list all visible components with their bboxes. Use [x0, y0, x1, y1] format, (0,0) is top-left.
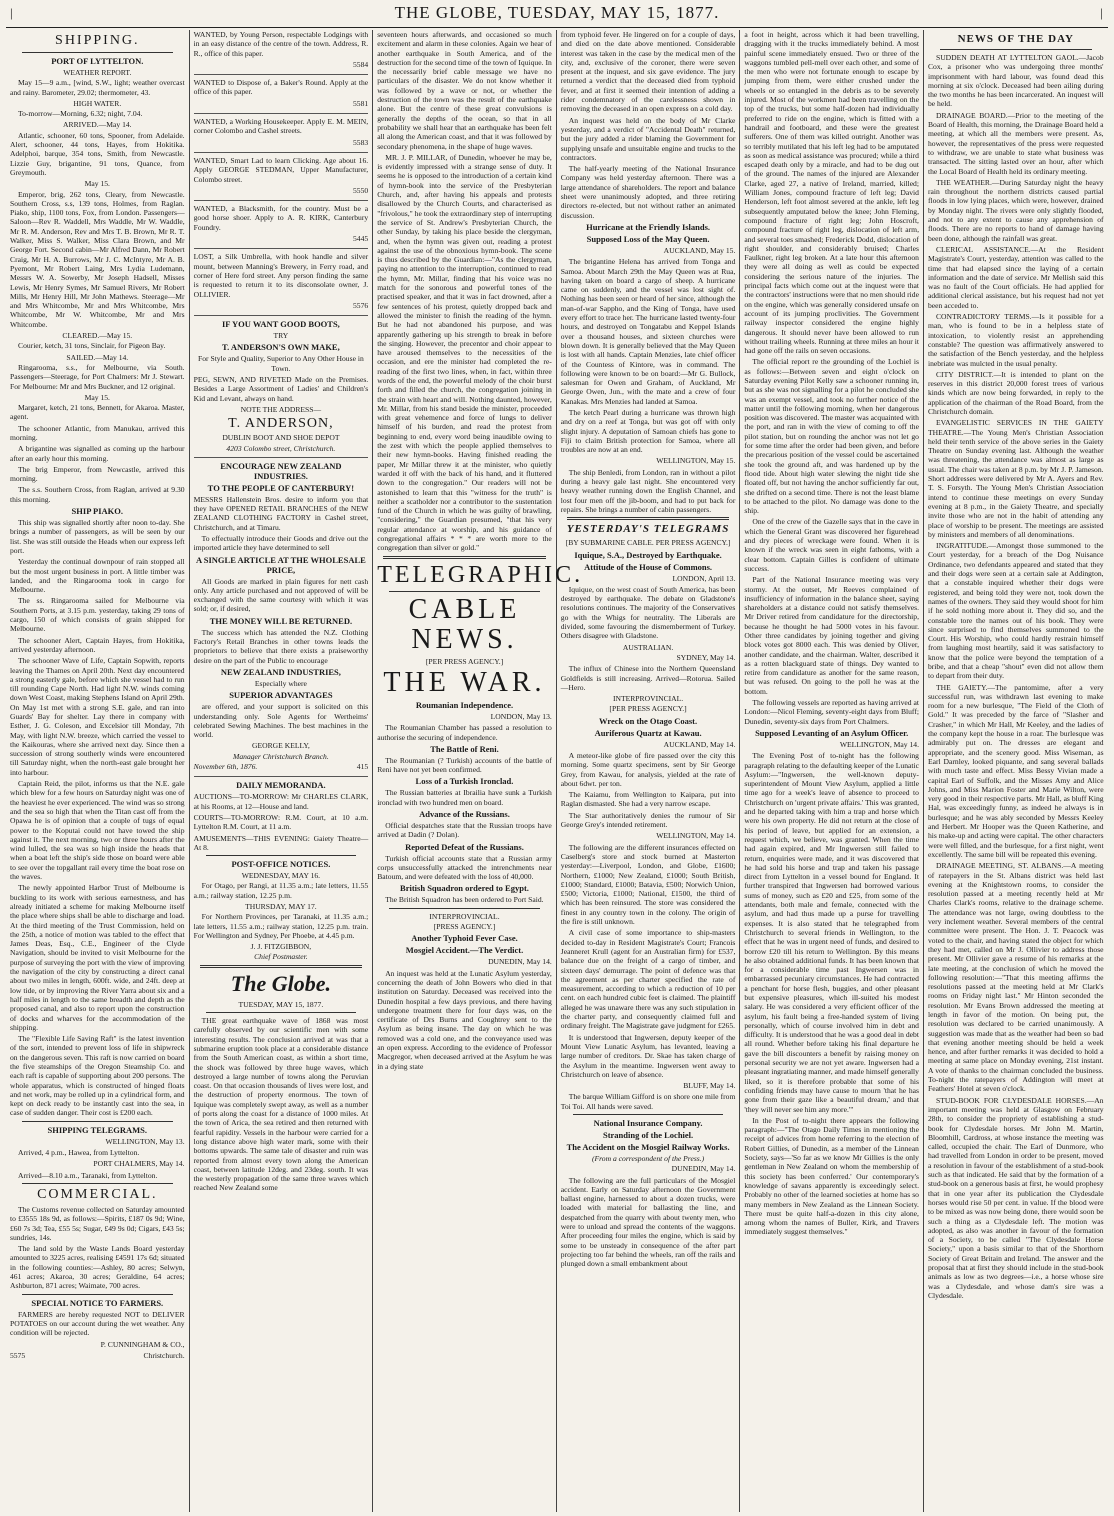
commons-place: LONDON, April 13. [672, 573, 736, 583]
farmers-heading: SPECIAL NOTICE TO FARMERS. [31, 1297, 164, 1308]
quartz-text: A meteor-like globe of fire passed over the city this morning. Some quartz specimens, sent by Sir George Grey, from Kawau, for analysis, yielded at the rate of about 6dwt. per ton. [560, 751, 736, 788]
tele-text: Arrived, 4 p.m., Hawea, from Lyttelton. [18, 1148, 140, 1158]
roumanian-place: LONDON, May 13. [490, 711, 552, 721]
memo-amusements: AMUSEMENTS—THIS EVENING: Gaiety Theatre—At 8. [193, 833, 369, 852]
to-people-heading: TO THE PEOPLE OF CANTERBURY! [207, 482, 355, 493]
commercial-heading: COMMERCIAL. [37, 1186, 158, 1202]
farmers-text: FARMERS are hereby requested NOT to DELIVER POTATOES on our account during the wet weather. Any condition will be rejected. [10, 1309, 185, 1338]
piako-text-4: The schooner Alert, Captain Hayes, from Hokitika, arrived yesterday afternoon. [10, 635, 185, 654]
may-queen-text: The brigantine Helena has arrived from Tonga and Samoa. About March 29th the May Queen was at Rua, having taken on board a cargo of sheep. A hurricane came on suddenly, and the vessel was lost sight of. Nothing has been seen or heard of her since, although the man-of-war Sappho, and the King of Tonga, have used every effort to trace her. The hurricane lasted twenty-four hours, and destroyed on Tongatabu and Keppel Islands over a thousand houses, and sixteen churches were blown down. It is generally believed that the May Queen is lost with all hands. Captain Menzies, late chief officer of the Countess of Kintore, was in command. The following were known to be on board:—Mr G. Bullock, salesman for Owen and Graham, of Auckland, Mr George Owen, Jun., with the mate and a crew of four Kanakas. Mrs Menzies had landed at Samoa. [560, 257, 736, 406]
wreck-heading: Wreck on the Otago Coast. [599, 715, 698, 726]
commons-heading: Attitude of the House of Commons. [584, 561, 713, 572]
weather-heading: WEATHER REPORT. [63, 68, 132, 77]
kelly-date: November 6th, 1876. [193, 762, 258, 772]
quartz-place: AUCKLAND, May 14. [663, 739, 736, 749]
reni-text: The Roumanian (? Turkish) accounts of the battle of Reni have not yet been confirmed. [377, 755, 552, 775]
iquique-heading: Iquique, S.A., Destroyed by Earthquake. [574, 549, 722, 560]
news-item: THE WEATHER.—During Saturday night the heavy rain throughout the northern districts caused partial floods in low lying places, which were, however, drained by Monday night. The rivers were only slightly flooded, and not to any extent to cause any apprehension of floods. There are no reports to hand of damage having been done, although the rainfall was great. [927, 177, 1104, 243]
weather-text: May 15—9 a.m., [wind, S.W., light; weather overcast and rainy. Barometer, 29.02; thermometer, 43. [10, 78, 185, 97]
piako-text-6: Captain Reid, the pilot, informs us that the N.E. gale which blew for a few hours on Saturday night was one of the heaviest he ever experienced. The wind was so strong and the sea so high that when the Titan cast off from the Opawa he is of opinion that a couple of tugs of equal power to the Koputai could not have towed the ship against it. The next morning, two or three hours after the wind lulled, the sea was so high inside the heads that when a boat left the ship's side those on board were able to see over the topgallant rail every time the boat rose on the waves. [10, 779, 185, 882]
australian-text: The influx of Chinese into the Northern Queensland Goldfields is still increasing. Arrived—Rotorua. Sailed—Hero. [560, 664, 736, 692]
post-date-2: THURSDAY, MAY 17. [245, 902, 317, 911]
masthead-rule [6, 27, 1108, 28]
boots-heading: IF YOU WANT GOOD BOOTS, [221, 319, 340, 330]
news-item: DRAINAGE MEETING, ST. ALBANS.—A meeting of ratepayers in the St. Albans district was held last evening at the Knightstown rooms, to consider the resolution passed at a meeting recently held at Mr Charles Clark's rooms, relative to the drainage scheme. The attendance was not large, owing doubtless to the very inclement weather. Several members of the central committee were present. The Hon. J. T. Peacock was voted to the chair, and having stated the object for which they had met, called on Mr J. Ollivier to address those present. Mr Ollivier gave a resume of his remarks at the late meeting, at the conclusion of which he moved the following resolution:—"That this meeting affirms the resolutions passed at the meeting held at Mr Clark's rooms on Friday night last." Mr Hinton seconded the resolution. Mr Evans Brown addressed the meeting at length in favor of the motion. On being put, the resolution was declared to be carried unanimously. A suggestion was made that as the weather had been so bad that evening another meeting should be held a week hence, and after further remarks it was decided to hold a meeting at same place on Monday evening, 21st instant. A vote of thanks to the chairman concluded the business. To-night the ratepayers of Addington will meet at Feathers' Hotel at seven o'clock. [927, 861, 1104, 1094]
column-2 [190, 30, 374, 1512]
levanting-text: The Evening Post of to-night has the following paragraph relating to the defaulting keeper of the Lunatic Asylum:—"Ingwersen, the well-known deputy-superintendent of Mount View Asylum, applied a little time ago for a week's leave of absence to proceed to Christchurch on 'urgent private affairs.' This was granted, and he departed taking with him a trap and horse which were his own property. He did not return at the close of his period of leave, but applied for an extension, a request which, we believe, was granted. When the time had again expired, and Mr Ingwersen still failed to return, enquiries were made, and it was discovered that he had sold his horse and trap and taken his passage direct from Lyttelton in a vessel bound for England. It further transpired that Ingwersen had borrowed various sums of money, such as £20 and £25, from some of the attendants, both male and female, connected with the asylum, and had thus made up a purse for travelling expenses. It is also stated that he telegraphed from Christchurch to several friends in Wellington, to the effect that he was in urgent need of funds, and desired to borrow £20 till his return to Wellington. By this means he also obtained additional funds. It has been known that for a considerable time past Ingwersen was in embarrassed pecuniary circumstances. He had contracted a penchant for horse flesh, buggies, and other pleasant but expensive pleasures, which ill-suited his modest salary. He was considered a very efficient officer of the asylum, his fault being a free-handed system of living personally, which of course involved him in debt and difficulty. It is understood that he was a good deal in debt all round. Whether before taking his final departure he gave the bill discounters a benefit by raising money on personal security we are not yet aware. Ingwersen had a pleasant ingratiating manner, and made himself generally liked, so it is therefore probable that some of his confiding friends may have cause to mourn 'that he has gone from their gaze like a beautiful dream,' and that 'they will never see him any more.'" [744, 751, 919, 1114]
news-item: SUDDEN DEATH AT LYTTELTON GAOL.—Jacob Cox, a prisoner who was undergoing three months' imprisonment with hard labour, was found dead this morning at six o'clock. Deceased had been ailing during the two months he has been incarcerated. An inquest will be held. [927, 53, 1104, 109]
advance-text: Official despatches state that the Russian troops have arrived at Dadin (? Dolan). [377, 821, 552, 840]
farmers-footer [10, 1351, 185, 1360]
hallenstein-ad [194, 461, 369, 778]
piako-text-7: The newly appointed Harbor Trust of Melbourne is buckling to its work with serious earnestness, and has already initiated a scheme for making Melbourne itself the place where ships shall be able to discharge and load. At the third meeting of the Trust Commission, held on the 25th, a notice of motion was tabled to the effect that James Deas, Esq., C.E., Engineer of the Clyde Navigation, should be invited to visit Melbourne for the purpose of surveying the port with the view of improving the navigation of the city by constructing a direct canal about two miles in length, 600ft. wide, and 24ft. deep at low tide, or by improving the River Yarra about six and a half miles in length to the same breadth and depth as the proposed canal, and also to report upon the construction of docks and wharves for the accommodation of the shipping. [10, 883, 185, 1032]
superior: SUPERIOR ADVANTAGES [229, 690, 333, 701]
mosgiel-continued: from typhoid fever. He lingered on for a couple of days, and died on the date above mentioned. Considerable interest was taken in the case by the medical men of the city, and, exclusive of the coroner, there were seven present at the inquest, and six gave evidence. The jury returned a verdict that the deceased died from typhoid fever, and at first it seemed their intention of adding a rider condemnatory of the carelessness shown in removing the deceased in an open express on a cold day. [560, 30, 736, 114]
ad-text: LOST, a Silk Umbrella, with hook handle and silver mount, between Manning's Brewery, in Ferry road, and corner of Here ford street. Any person finding the same is requested to return it to its disconsolate owner, J. OLLIVIER. [193, 252, 369, 299]
shipping-news-4: The s.s. Southern Cross, from Raglan, arrived at 9.30 this morning. [10, 485, 185, 504]
ad-number: 5550 [353, 185, 369, 195]
globe-date: TUESDAY, MAY 15, 1877. [238, 999, 324, 1009]
masthead [0, 0, 1114, 26]
accident-text: The following are the full particulars of the Mosgiel accident. Early on Saturday afternoon the Government ballast engine, harnessed to about a dozen trucks, were loaded with material for ballasting the line, and despatched from the quarry with about twenty men, who were to unload and spread the contents of the waggons. After proceeding four miles the engine, which is said by some to be unsteady in consequence of the after part projecting too far behind the wheels, ran off the rails and plunged down a small embankment about [560, 1175, 736, 1269]
hallenstein-text: MESSRS Hallenstein Bros. desire to inform you that they have OPENED RETAIL BRANCHES of the NEW ZEALAND CLOTHING FACTORY in Cashel street, Christchurch, and at Timaru. [193, 494, 369, 532]
hallenstein-text-5: are offered, and your support is solicited on this understanding only. Sole Agents for Wertheims' celebrated Sewing Machines. The best machines in the world. [193, 702, 369, 740]
shipping-heading: SHIPPING. [55, 33, 140, 48]
yesterdays-telegrams-heading: YESTERDAY'S TELEGRAMS [566, 523, 730, 536]
commercial-text: The Customs revenue collected on Saturday amounted to £3555 18s 9d, as follows:—Spirits, £187 0s 9d; Wine, £60 7s 3d; Tea, £55 5s; Sugar, £49 9s 0d; Cigars, £43 5s; sundries, 14s. [10, 1204, 185, 1242]
especially: Especially where [254, 678, 307, 688]
globe-title: The Globe. [230, 970, 331, 996]
boots-text: For Style and Quality, Superior to Any Other House in Town. [198, 354, 364, 373]
arrived-heading: ARRIVED.—May 14. [63, 120, 132, 130]
piako-text-2: Yesterday the continual downpour of rain stopped all but the most urgent business in port. A little timber was landed, and the Ringarooma took in cargo for Melbourne. [10, 557, 185, 595]
boots-note: NOTE THE ADDRESS— [240, 404, 322, 414]
ironclad-heading: Loss of a Turkish Ironclad. [415, 776, 514, 787]
lost-ad [194, 252, 369, 316]
news-item: STUD-BOOK FOR CLYDESDALE HORSES.—An important meeting was held at Glasgow on February 28th, to consider the propriety of establishing a stud-book for Clydesdale horses. Mr John M. Martin, Bloomhill, Cardross, at whose instance the meeting was called, occupied the chair. The Earl of Dunmore, who had travelled from London in order to be present, moved a resolution in favour of the establishment of a stud-book such as that indicated. He said that by the formation of a stud-book on a generous basis at first, he would prophesy that in one year after its publication the Clydesdale horses would rise 50 per cent. in value. If the blood were to be mixed as was now being done, there would soon be such a thing as a Clydesdale left. The motion was adopted, as also was another in favour of the formation of a Society, to be called "The Clydesdale Horse Society," upon a basis similar to that of the Shorthorn Society of Great Britain and Ireland. The answer and the proposal that at first they should include in the stud-book animals as low as two degrees—i.e., a horse whose sire was a Clydesdale, and whose dam's sire was a Clydesdale. [927, 1095, 1104, 1300]
arrived-text: Atlantic, schooner, 60 tons, Spooner, from Adelaide. Alert, schooner, 44 tons, Hayes, from Hokitika. Adelphoi, barque, 354 tons, Smith, from Newcastle. Lizzie Guy, brigantine, 91 tons, Quance, from Greymouth. [10, 130, 185, 177]
ad-number: 5584 [353, 59, 369, 69]
kelly-num: 415 [356, 762, 369, 772]
cleared-heading: CLEARED.—May 15. [62, 331, 133, 341]
press-agency: [PRESS AGENCY.] [433, 922, 496, 932]
commercial-text-2: The land sold by the Waste Lands Board yesterday amounted to 3225 acres, realising £4591 17s 6d; situated in the following counties:—Ashley, 80 acres; Selwyn, 461 acres; Akaroa, 30 acres; Geraldine, 64 acres; Ashburton, 871 acres; Waimate, 700 acres. [10, 1244, 185, 1291]
post-sign: J. J. FITZGIBBON, [250, 942, 312, 952]
may-queen-text-2: The ketch Pearl during a hurricane was thrown high and dry on a reef at Tonga, but was got off with only slight injury. A deputation of Samoan chiefs has gone to Fiji to claim British protection for Samoa, where all troubles are now at an end. [560, 407, 736, 455]
memo-courts: COURTS—TO-MORROW: R.M. Court, at 10 a.m. Lyttelton R.M. Court, at 11 a.m. [193, 812, 369, 832]
accident-place: DUNEDIN, May 14. [671, 1164, 736, 1174]
farmers-num: 5575 [10, 1350, 26, 1360]
piako-text-8: The "Flexible Life Saving Raft" is the latest invention of the sort, intended to prevent loss of life in shipwreck on the dangerous seven. This raft is now carried on board the five steamships of the Oregon Steamship Co. and each raft is capable of supporting about 200 persons. The whole apparatus, which is constructed of hinged floats and net work, may be rolled up in a cylindrical form, and kept on deck ready to be instantly cast into the sea, in case of sudden danger. Their cost is £200 each. [10, 1034, 185, 1118]
ad-text: WANTED, by Young Person, respectable Lodgings with in an easy distance of the centre of the town. Address, R. R., office of this paper. [193, 30, 369, 58]
piako-heading: SHIP PIAKO. [71, 506, 124, 517]
the-war-heading: THE WAR. [383, 666, 546, 698]
wanted-ad [194, 204, 369, 249]
may-queen-heading: Supposed Loss of the May Queen. [586, 233, 710, 244]
boots-big-name: T. ANDERSON, [228, 416, 334, 432]
post-text-1: For Otago, per Rangi, at 11.35 a.m.; late letters, 11.55 a.m.; railway station, 12.25 p.m. [193, 881, 369, 900]
boots-try: TRY [273, 331, 289, 341]
cable-news-heading: CABLE NEWS. [408, 593, 521, 655]
port-heading: PORT OF LYTTELTON. [51, 56, 144, 66]
money-back: THE MONEY WILL BE RETURNED. [209, 615, 353, 626]
boots-name: T. ANDERSON'S OWN MAKE, [222, 342, 340, 353]
quartz-text-6: It is understood that Ingwersen, deputy keeper of the Mount View Lunatic Asylum, has levanted, leaving a large number of creditors. Dr. Skae has taken charge of the Asylum in the meantime. Ingwersen went away to Christchurch on leave of absence. [560, 1032, 736, 1079]
shipping-news-2: A brigantine was signalled as coming up the harbour after an early hour this morning. [10, 444, 185, 463]
nz-industries: NEW ZEALAND INDUSTRIES, [220, 666, 341, 677]
sailed-text: Ringarooma, s.s., for Melbourne, via South. Passengers—Steerage, for Port Chalmers: Mr J. Stewart. For Melbourne: Mr and Mrs Buckner, and 12 original. [10, 362, 185, 391]
australian-place: SYDNEY, May 14. [676, 652, 736, 662]
sailed-heading: SAILED.—May 14. [66, 352, 129, 362]
piako-text: This ship was signalled shortly after noon to-day. She brings a number of passengers, as will be seen by our list. She was still outside the Heads when our express left port. [10, 518, 185, 555]
millar-text: MR. J. P. MILLAR, of Dunedin, whoever he may be, is evidently impressed with a strange sense of duty. It seems he is opposed to the introduction of a certain kind of hymn-book into the service of the Presbyterian Church, and, after having his appeals and protests disallowed by the Church Courts, and characterised as "frivolous," he took the extraordinary step of interrupting the service of St. Andrew's Presbyterian Church, the other Sunday, by taking his place beside the clergyman, and, when the hymn was given out, reading a protest against the use of the obnoxious hymn-book. The scene is thus described by the Guardian:—"As the clergyman, paying no attention to the interruption, continued to read the hymn, Mr. Millar, finding that his voice was no match for the sonorous and powerful tones of the practised speaker, and that it was in fact drowned, after a few sentences of his protest, quietly dropped back and allowed the minister to finish the reading of the hymn. But he had not abandoned his purpose, and was apparently gathering up his strength to break in before the singing. However, the precentor and choir appear to have aroused themselves to the necessities of the occasion, and ere the minister had completed the re-reading of the first two lines, when, in fact, within three words of the end, the powerful melody of the choir burst forth and filled the church, the congregation joining in the strain with heart and will. Nothing daunted, however, Mr. Millar, from his stand beside the minister, proceeded with great vehemence and force of lungs to deliver himself of his burden, and read the protest from beginning to end, every word being inaudible owing to the zest with which the people applied themselves to their new hymn-books. Having finished reading the paper, Mr Millar threw it at the minister, who quietly warded it off with the back of his hand, and it fluttered down to the congregation." Our readers will not be astonished to learn that this "witness for the truth" is neither a scatholder nor a contributor to the sustentation fund of the Church in which he was guilty of brawling, "considering," the Guardian presumed, "that his very regular attendance at worship, and his guidance of congregational affairs * * * are worth more to the congregation than silver or gold." [377, 152, 552, 553]
single-article: A SINGLE ARTICLE AT THE WHOLESALE PRICE, [195, 554, 366, 575]
ad-text: WANTED, a Blacksmith, for the country. Must be a good horse shoer. Apply to A. R. KIRK, Canterbury Foundry. [193, 204, 369, 232]
lochiel-text: The official report re the grounding of the Lochiel is as follows:—Between seven and eight o'clock on Saturday evening Pilot Kelly saw a schooner running in, but as she was not signalling for a pilot he concluded she was an exempt vessel, and took no further notice of the matter until the following morning, when her dangerous position was discovered. The master was acquainted with the port, and ran in with the view of coming to off the pilot station, but on rounding the anchor was not let go for some time after the order had been given, and before the precarious position of the vessel could be ascertained she took the ground aft, and was hardened up by the flood tide. About high water slewing the night tide she floated off, but not having the anchor sufficiently far out, she drifted on a second time. There is not the least blame to be attached to the pilot. No damage was done to the ship. [744, 357, 919, 516]
kelly-footer [194, 762, 369, 771]
memo-auctions: AUCTIONS—TO-MORROW: Mr CHARLES CLARK, at his Rooms, at 12—House and land. [193, 792, 369, 811]
gazelle-text: One of the crew of the Gazelle says that in the cave in which the General Grant was discovered her figurehead and dry pieces of wreckage were found. When it is known if the wreck was seen in eight fathoms, with a clear bottom. Captain Gilles is confident of ultimate success. [744, 517, 919, 573]
mosgiel-place: DUNEDIN, May 14. [488, 957, 552, 967]
levanting-heading: Supposed Levanting of an Asylum Officer. [755, 727, 909, 738]
tele-text-2: Arrived—8.10 a.m., Taranaki, from Lyttelton. [18, 1170, 158, 1180]
column-1 [6, 30, 190, 1512]
shipping-news-3: The brig Emperor, from Newcastle, arrived this morning. [10, 464, 185, 484]
news-item: CITY DISTRICT.—It is intended to plant on the reserves in this district 20,000 forest trees of various kinds which are now being forwarded, in reply to the application of the chairman of the Road Board, from the Christchurch domain. [927, 369, 1104, 416]
ad-text: WANTED, a Working Housekeeper. Apply E. M. MEIN, corner Colombo and Cashel streets. [193, 117, 369, 136]
wanted-ad [194, 117, 369, 153]
hallenstein-text-3: All Goods are marked in plain figures for nett cash only. Any article purchased and not approved of will be exchanged with the same courtesy with which it was sold; or, if desired, [193, 576, 369, 614]
mosgiel-heading: Mosgiel Accident.—The Verdict. [405, 945, 524, 956]
lochiel-heading: Stranding of the Lochiel. [602, 1129, 694, 1140]
column-5 [740, 30, 924, 1512]
australian-heading: AUSTRALIAN. [622, 642, 674, 652]
quartz-text-5: A civil case of some importance to ship-masters decided to-day in Resident Magistrate's Court; Francois Jeanneret Krull (agent for an Australian firm) for £537, balance due on the freight of a cargo of timber, and sixteen days' demurrage. The point of defence was that the agreement as per charter specified the rate of measurement, according to which a reduction of 10 per cent. on each hundred cubic feet is claimed. The plaintiff alleged he was unaware there was any such stipulation in the charter party, and consequently claimed full and ordinary freight. The Magistrate gave judgment for £265. [560, 928, 736, 1031]
defeat-text: Turkish official accounts state that a Russian army corps unsuccessfully attacked the intrenchments near Batoum, and were defeated with the loss of 40,000. [377, 853, 552, 882]
wanted-ad [194, 78, 369, 114]
post-title: Chief Postmaster. [254, 952, 308, 962]
defeat-heading: Reported Defeat of the Russians. [405, 841, 524, 852]
shipping-news-1: The schooner Atlantic, from Manukau, arrived this morning. [10, 423, 185, 442]
masthead-left-mark: | [10, 5, 14, 20]
ad-text: WANTED to Dispose of, a Baker's Round. Apply at the office of this paper. [193, 78, 369, 97]
piako-text-3: The ss. Ringarooma sailed for Melbourne via Southern Ports, at 3.15 p.m. yesterday, taking 29 tons of cargo, 150 of which consists of grain shipped for Melbourne. [10, 596, 185, 634]
high-water-heading: HIGH WATER. [73, 98, 122, 108]
vessels-text: The following vessels are reported as having arrived at London:—Nicol Fleming, seventy-eight days from Bluff; Dunedin, seventy-six days from Port Chalmers. [744, 698, 919, 726]
interprovincial-heading-2: INTERPROVINCIAL. [612, 694, 684, 704]
interprovincial-heading: INTERPROVINCIAL. [429, 911, 500, 921]
advance-heading: Advance of the Russians. [419, 809, 510, 819]
squadron-heading: British Squadron ordered to Egypt. [400, 883, 529, 894]
accident-subheading: (From a correspondent of the Press.) [591, 1153, 705, 1163]
piako-text-5: The schooner Wave of Life, Captain Sopwith, reports leaving the Thames on April 20th. Next day encountered a strong easterly gale, before which she vessel had to run till rounding Cape North. Had light N.W. winds coming down West Coast, making Stephens Island on April 29th. On May 1st met with a strong S.E. gale, and ran into Guards' Bay for shelter. Lay there in company with Esther, J. G. Coleson, and Excelsior till Monday, 7th May, with light N.W. breeze, which carried the vessel to the Kaikouras, where she arrived next day. Since then a succession of strong southerly winds were encountered till Saturday night, when the north-east gale brought her into harbour. [10, 656, 185, 777]
sailed-text-2: Margaret, ketch, 21 tons, Bennett, for Akaroa. Master, agent. [10, 403, 185, 422]
column-6 [924, 30, 1108, 1512]
per-press-agency-2: [PER PRESS AGENCY.] [609, 704, 687, 714]
ad-number: 5445 [353, 234, 369, 244]
shipping-telegrams-heading: SHIPPING TELEGRAMS. [47, 1124, 148, 1135]
tele-place-2: PORT CHALMERS, May 14. [93, 1159, 185, 1169]
news-item: DRAINAGE BOARD.—Prior to the meeting of the Board of Health, this morning, the Drainage Board held a meeting, at which all the members were present. As, however, the representatives of the press were requested to withdraw, we are unable to state what business was transacted. The sitting lasted over an hour, after which the Local Board of Health held its ordinary meeting. [927, 110, 1104, 176]
mosgiel-text-3: The half-yearly meeting of the National Insurance Company was held yesterday afternoon. There was a large attendance of shareholders. The report and balance sheet were unanimously adopted, and three retiring directors re-elected, but not without rather an animated discussion. [560, 164, 736, 220]
newspaper-title: THE GLOBE, TUESDAY, MAY 15, 1877. [394, 3, 720, 22]
kelly-name: GEORGE KELLY, [252, 741, 310, 751]
quartz-heading: Auriferous Quartz at Kawau. [594, 727, 702, 738]
ironclad-text: The Russian batteries at Ibrailia have sunk a Turkish ironclad with two hundred men on board. [377, 788, 552, 807]
editorial-text: THE great earthquake wave of 1868 was most carefully observed by our scientific men with some interesting results. The conclusion arrived at was that a submarine eruption took place at a considerable distance from the South American coast, as within a short time, the shock was followed by three huge waves, which destroyed a large number of towns along the Peruvian coast. On that occasion thousands of lives were lost, and the destruction of property enormous. The town of Iquique was completely swept away, as well as a number of ports along the coast for a distance of 1000 miles. At the town of Arica, the sea retired and then returned with fearful rapidity. Vessels in the harbour were carried for a long distance above high water mark, some with their bottoms upwards. The same tale of disaster and ruin was reported from almost every town along the American coast, between latitude 12deg. and 23deg. south. It was the westerly propagation of the same three waves which reached New Zealand some [193, 1016, 369, 1193]
cleared-text: Courier, ketch, 31 tons, Sinclair, for Pigeon Bay. [18, 341, 166, 351]
may-queen-place: AUCKLAND, May 15. [663, 245, 736, 255]
post-text-2: For Northern Provinces, per Taranaki, at 11.35 a.m.; late letters, 11.55 a.m.; railway station, 12.25 p.m. train. For Wellington and Sydney, Per Phoebe, at 4.45 p.m. [193, 912, 369, 940]
hallenstein-text-2: To effectually introduce their Goods and drive out the imported article they have determined to sell [193, 533, 369, 553]
ad-text: WANTED, Smart Lad to learn Clicking. Age about 16. Apply GEORGE STEDMAN, Upper Manufacturer, Colombo street. [193, 155, 369, 184]
column-3 [373, 30, 584, 1512]
boots-text-2: PEG, SEWN, AND RIVETED Made on the Premises. Besides a Large Assortment of Ladies' and Children's Kid and Levant, always on hand. [193, 375, 369, 403]
ad-number: 5581 [353, 98, 369, 108]
by-cable: [BY SUBMARINE CABLE. PER PRESS AGENCY.] [565, 538, 731, 548]
farmers-place: Christchurch. [143, 1350, 185, 1360]
insurance-text: Part of the National Insurance meeting was very stormy. At the outset, Mr Reeves complained of insufficiency of information in the balance sheet, saying shareholders at a distance could not satisfy themselves. Mr Driver retired from candidature for the directorship, because he thought he had 5000 votes in his favour. Other three candidates by joining together and giving block votes got 8000 each. This was denied by Oliver, another candidate, and the chairman. Walter, described it as a rotten blackguard state of things. Dey wanted to retire from candidature as another for the same reason, but was refused. On going to the poll he was at the bottom. [744, 575, 919, 696]
kelly-title: Manager Christchurch Branch. [233, 751, 329, 761]
commons-text: Iquique, on the west coast of South America, has been destroyed by earthquake. The debate on Gladstone's resolutions continues. The majority of the Conservatives go with the Whigs for neutrality. The Liberals are divided, some favouring the dismemberment of Turkey. Others disagree with Gladstone. [560, 584, 736, 641]
insurance-heading: National Insurance Company. [593, 1117, 703, 1128]
boots-address-2: 4203 Colombo street, Christchurch. [226, 443, 336, 453]
quartz-place-3: BLUFF, May 14. [683, 1081, 736, 1091]
ad-number: 5576 [353, 300, 369, 310]
mosgiel-text: An inquest was held at the Lunatic Asylum yesterday, concerning the death of John Bowers who died in that institution on Saturday. Deceased was received into the Dunedin hospital a few days previous, and there having undergone treatment there for four days was, on the certificate of Drs Burns and Coughtrey sent to the Asylum as being insane. The day on which he was removed was a cold one, and the conveyance used was an open express. According to the evidence of Professor Macgregor, when deceased arrived at the Asylum he was in a dying state [377, 968, 552, 1071]
quartz-text-4: The following are the different insurances effected on Caselberg's store and stock burned at Masterton yesterday:—Liverpool, London, and Globe, £1600; Northern, £1000; New Zealand, £1000; South British, £1000; Standard, £1000; Batavia, £500; Norwich Union, £500; Victoria, £1000; National, £1500, the third of which has been reinsured. The store was considered the finest in any country town in the colony. The origin of the fire is still unknown. [560, 842, 736, 927]
levanting-text-2: In the Post of to-night there appears the following paragraph:—"The Otago Daily Times in mentioning the receipt of advices from home referring to the election of Robert Gillies, of Dunedin, as a member of the Linnean Society, says—'So far as we know Mr Gillies is the only gentleman in New Zealand on whom the membership of this society has been conferred.' Our contemporary's knowledge of savans apparently is exceedingly select. Probably no other of the learned societies at home has so many members in New Zealand as the Linnean Society. There must be quite half-a-dozen in this city alone, among whom the names of Buller, Kirk, and Travers immediately suggest themselves." [744, 1115, 919, 1237]
wanted-ad [194, 156, 369, 201]
news-item: THE GAIETY.—The pantomime, after a very successful run, was withdrawn last evening to make room for a new burlesque, "The Field of the Cloth of Gold." It was preceded by the farce of "Slasher and Crasher," in which Mr Hall, Mr Keeley, and the ladies of the company kept the house in a roar. The burlesque was admirably put on. The dresses are elegant and appropriate, and the scenery good. Miss Wiseman, as Earl Darnley, looked piquante, and sang several ballads with much taste and effect. Miss Bessy Vivian made a capital Earl of Suffolk, and the Misses Amy and Alice Johns, and Miss Marion Foster and Marie Wilton, were very good in their respective parts. Mr Hall, as bluff King Hal, was exceedingly funny, as indeed he always is in burlesque; and he was ably seconded by Messrs Keeley and Herbert. Mr Hooper was the Queen Katherine, and his make-up and acting were capital. The other characters were well filled, and the burlesque, for a first night, went excellently. The same bill will be repeated this evening. [927, 682, 1104, 859]
news-of-the-day-heading: NEWS OF THE DAY [957, 33, 1074, 45]
memoranda-heading: DAILY MEMORANDA. [236, 780, 326, 791]
quartz-text-3: The Star authoritatively denies the rumour of Sir George Grey's intended retirement. [560, 810, 736, 830]
mosgiel-text-2: An inquest was held on the body of Mr Clarke yesterday, and a verdict of "Accidental Death" returned, but the jury added a rider blaming the Government for supplying unsafe and unsuitable engine and trucks to the contractors. [560, 115, 736, 162]
levanting-place: WELLINGTON, May 14. [839, 739, 919, 749]
quartz-text-2: The Kaiamu, from Wellington to Kaipara, put into Raglan dismasted. She had a very narrow escape. [560, 790, 736, 809]
roumanian-text: The Roumanian Chamber has passed a resolution to authorise the securing of independence. [377, 723, 552, 742]
arrived-text-2: Emperor, brig, 262 tons, Cleary, from Newcastle. Southern Cross, s.s, 139 tons, Holmes, from Raglan. Piako, ship, 1100 tons, Fox, from London. Passengers—Saloon—Rev R. Waddell, Mrs Waddle, Mr W. Waddle, Mr R. M. Anderson, Rev and Mrs T. B. Brown, Mr R. T. Walker, Miss S. Walker, Miss Clara Brown, and Mr George Fort. Second cabin—Mr Alfred Dann, Mr Robert Craig, Mr H. A. Burrows, Mr J. C. McIntyre, Mr A. B. Pyemont, Mr Robert Laing, Mrs Lydia Ludemann, Messrs W. A. Sowerby, Mr Joseph Hadsell, Misses Lewis, Mr Henry Symes, Mr Samuel Rivers, Mr Robert Mills, Mr Henry Hill, Mr John Mathews. Steerage—Mr and Mrs Whitcombe, Mr and Mrs Whitcombe, Mrs Whitcombe, Mr W. Whitcombe, Mr and Mrs Whitcombe. [10, 189, 185, 329]
reni-heading: The Battle of Reni. [430, 743, 499, 754]
encourage-heading: ENCOURAGE NEW ZEALAND INDUSTRIES. [220, 460, 342, 481]
news-item: EVANGELISTIC SERVICES IN THE GAIETY THEATRE.—The Young Men's Christian Association held their tenth service of the above series in the Gaiety Theatre on Sunday evening last. Although the weather was threatening, the attendance was almost as large as usual. The chair was taken at 8 p.m. by Mr J. P. Jameson. Short addresses were delivered by Mr A. Ayers and Rev. T. S. Forsyth. The Young Men's Christian Association intend to continue these meetings on every Sunday evening at 8 p.m., in the Gaiety Theatre, and specially invite those who are not in the habit of attending any place of worship to be present. The meetings are assisted by ministers and members of all denominations. [927, 418, 1104, 539]
news-item: CONTRADICTORY TERMS.—Is it possible for a man, who is found to be in a helpless state of intoxication, to violently resist an apprehending constable? The question was affirmatively answered to the satisfaction of the Bench yesterday, and the helpless inebriate was mulcted in the usual penalty. [927, 312, 1104, 368]
per-press-agency: [PER PRESS AGENCY.] [425, 656, 504, 666]
news-item: INGRATITUDE.—Amongst those summoned to the Court yesterday, for a breach of the Dog Nuisance Ordinance, two defendants appeared and stated that they and their dogs were seen at a certain sale at Addington, that a constable inquired whether their dogs were registered, and being told they were not, took down the names of the owners. They said they would shoot for him if he sold nothing more about it. They did so, and the constable tore the names out of his book. They were since surprised to find themselves summoned to the Court. His Worship, who could hardly restrain himself from laughing most heartily, said it was satisfactory to know that the police were beyond the temptation of a bribe, and that a cheap "shout" even did not allow them to depart from their duty. [927, 541, 1104, 681]
arrived-date: May 15. [84, 179, 110, 189]
news-item: CLERICAL ASSISTANCE.—At the Resident Magistrate's Court, yesterday, attention was called to the time that had elapsed since the laying of a certain information and the date of service. Mr Mellish said this was no fault of the Court officials. He had applied for additional clerical assistance, but his request had not yet been acceded to. [927, 244, 1104, 310]
ad-number: 5583 [353, 137, 369, 147]
editorial-continued: seventeen hours afterwards, and occasioned so much excitement and alarm in these colonies. Again we hear of another earthquake in South America, and of the destruction for the second time of the town of Iquique. In the necessarily brief cable message we have no particulars of the disaster. We do not know whether it was followed by a wave or not, or whether the destruction of the town was the result of the earthquake alone. But the centre of these great convulsions is generally the depths of the ocean, so that in all probability we shall hear that an earthquake has been felt all along the American coast, and that it was followed by secondary phenomena, in the shape of huge waves. [377, 30, 552, 151]
typhoid-heading: Another Typhoid Fever Case. [411, 933, 518, 944]
newspaper-columns [6, 30, 1108, 1512]
squadron-text: The British Squadron has been ordered to Port Said. [385, 895, 544, 905]
hallenstein-text-4: The success which has attended the N.Z. Clothing Factory's Retail Branches in other towns leads the proprietors to believe that there exists a praiseworthy desire on the part of the Public to encourage [193, 627, 369, 665]
quartz-place-2: WELLINGTON, May 14. [656, 831, 736, 841]
roumanian-heading: Roumanian Independence. [415, 699, 514, 710]
boots-address: DUBLIN BOOT AND SHOE DEPOT [222, 433, 340, 443]
wanted-ad [194, 30, 369, 75]
column-4 [557, 30, 741, 1512]
hurricane-heading: Hurricane at the Friendly Islands. [586, 221, 711, 232]
boots-ad [194, 319, 369, 458]
post-office-heading: POST-OFFICE NOTICES. [231, 859, 331, 870]
tele-place: WELLINGTON, May 13. [105, 1136, 185, 1146]
masthead-right-mark: | [1100, 5, 1104, 20]
accident-continued: a foot in height, across which it had been travelling, dragging with it the trucks immediately behind. A most painful scene immediately ensued. Two or three of the waggons tumbled pell-mell over each other, and some of the men who were not fortunate enough to escape by jumping from them, were either crushed under the wheels or so entangled in the debris as to be severely injured. Most of the workmen had been travelling on the top of the trucks, but some half-dozen had individually preferred to ride on the engine, which is fitted with a handrail and footboard, and these were the greatest sufferers. One of them was killed outright. Another was so terribly mutilated that his left leg had to be amputated as soon as medical assistance was procured; while a third escaped death only by a miracle, and had to be dug out of the ground. The names of the injured are Alexander Clarke, aged 27, a native of Ireland, married, killed; William Jones, compound fracture of left leg; David Henderson, left foot almost severed at the ankle, left leg subsequently amputated below the knee; John Fleming, compound fracture of right leg; John Hoscroft, compound fracture of right leg, dislocation of left arm, and several toes smashed; Frederick Dodd, dislocation of right shoulder, and considerably bruised; Charles Faulkner, right leg broken. At a late hour this afternoon they were all doing as well as could be expected considering the serious nature of the injuries. The principal facts which come out at the inquest were that the contractors' instructions were that no men should ride on the engine, which was generally considered unsafe on account of its jumping proclivities. The Government railway inspector considered the engine highly dangerous. It should never have been allowed to run without trailing wheels. Running at three miles an hour it had gone off the rails on seven occasions. [744, 30, 919, 356]
high-water-text: To-morrow—Morning, 6.32; night, 7.04. [18, 109, 143, 119]
telegraphic-heading: TELEGRAPHIC. [377, 561, 584, 588]
wellington-text: The ship Benledi, from London, ran in without a pilot during a heavy gale last night. She encountered very heavy weather running down the English Channel, and lost four men off the jib-boom, and had to put back for repairs. She brings a number of cabin passengers. [560, 467, 736, 514]
sailed-date: May 15. [84, 392, 110, 402]
wellington-place: WELLINGTON, May 15. [656, 456, 736, 466]
accident-heading: The Accident on the Mosgiel Railway Works. [566, 1141, 730, 1152]
post-date-1: WEDNESDAY, MAY 16. [241, 871, 321, 881]
farmers-sign: P. CUNNINGHAM & CO., [100, 1339, 185, 1349]
quartz-text-7: The barque William Gifford is on shore one mile from Toi Toi. All hands were saved. [560, 1092, 736, 1111]
